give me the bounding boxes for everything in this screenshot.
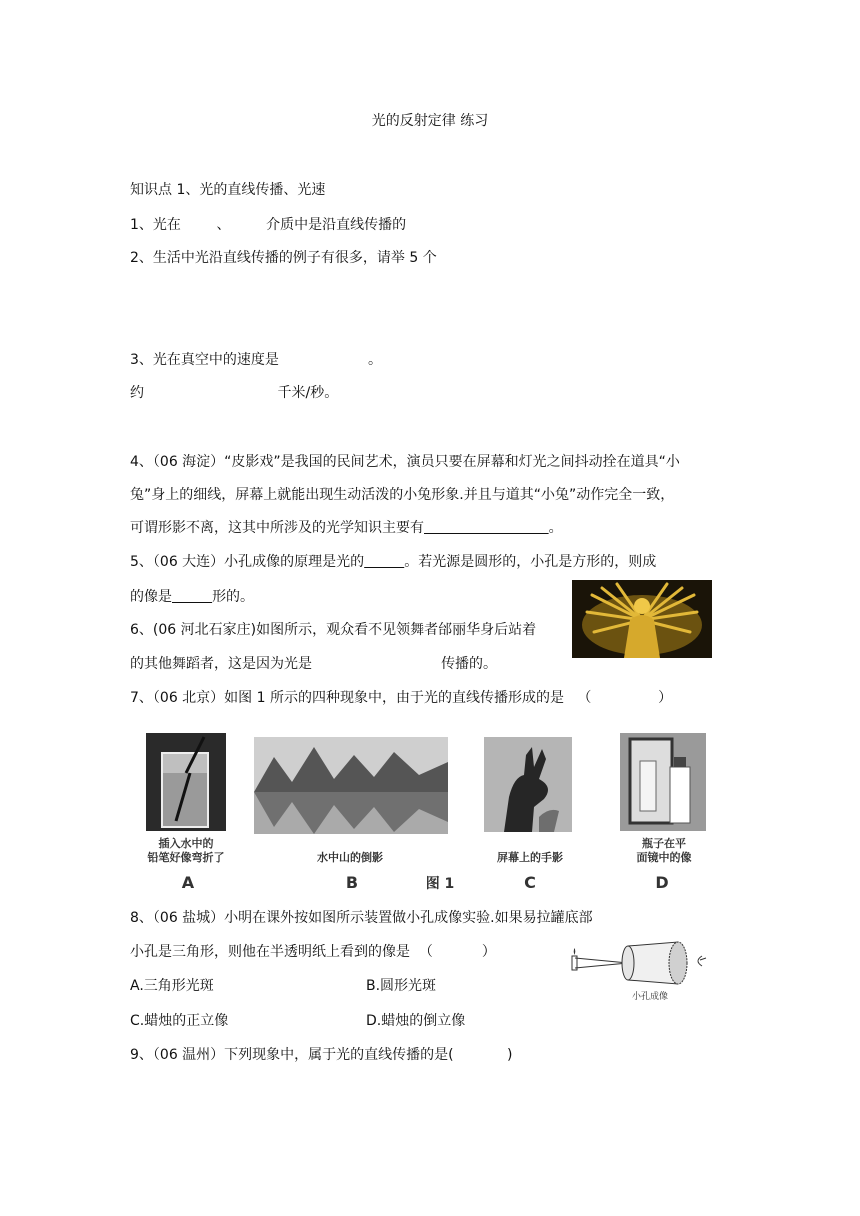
pinhole-camera-figure xyxy=(566,936,716,990)
question-8-option-c: C.蜡烛的正立像 xyxy=(130,1013,229,1029)
question-6-line1: 6、(06 河北石家庄)如图所示，观众看不见领舞者邰丽华身后站着 xyxy=(130,622,537,638)
question-8-option-d: D.蜡烛的倒立像 xyxy=(366,1013,466,1029)
question-5-line2: 的像是 形的。 xyxy=(130,589,255,605)
answer-blank xyxy=(172,589,212,605)
panel-b-caption: 水中山的倒影 xyxy=(317,851,383,864)
question-7: 7、（06 北京）如图 1 所示的四种现象中，由于光的直线传播形成的是 （ ） xyxy=(130,690,673,706)
question-3-line1: 3、光在真空中的速度是 。 xyxy=(130,352,382,368)
panel-b-letter: B xyxy=(345,873,359,892)
question-6-line2: 的其他舞蹈者，这是因为光是 传播的。 xyxy=(130,656,498,672)
question-5-line1: 5、（06 大连）小孔成像的原理是光的 。若光源是圆形的，小孔是方形的，则成 xyxy=(130,554,657,570)
section-heading: 知识点 1、光的直线传播、光速 xyxy=(130,182,326,198)
mountain-reflection-photo xyxy=(254,737,448,834)
panel-a-caption: 插入水中的 铅笔好像弯折了 xyxy=(147,837,225,864)
panel-d-letter: D xyxy=(655,873,669,892)
answer-blank xyxy=(364,554,404,570)
question-4-line1: 4、（06 海淀）“皮影戏”是我国的民间艺术，演员只要在屏幕和灯光之间抖动拴在道具“小 xyxy=(130,454,680,470)
dancer-photo xyxy=(572,580,712,658)
question-8-option-b: B.圆形光斑 xyxy=(366,978,437,994)
panel-c-letter: C xyxy=(524,873,536,892)
panel-a-letter: A xyxy=(181,873,195,892)
figure-1-label: 图 1 xyxy=(425,876,455,892)
question-2: 2、生活中光沿直线传播的例子有很多，请举 5 个 xyxy=(130,250,437,266)
answer-blank xyxy=(424,520,549,536)
panel-c-caption: 屏幕上的手影 xyxy=(497,851,563,864)
pencil-in-water-photo xyxy=(146,733,226,831)
bottle-mirror-photo xyxy=(620,733,706,831)
question-4-line2: 兔”身上的细线，屏幕上就能出现生动活泼的小兔形象.并且与道其“小兔”动作完全一致， xyxy=(130,487,675,503)
question-8-option-a: A.三角形光斑 xyxy=(130,978,214,994)
question-9: 9、（06 温州）下列现象中，属于光的直线传播的是( ) xyxy=(130,1047,513,1063)
question-1: 1、光在 、 介质中是沿直线传播的 xyxy=(130,217,407,233)
question-3-line2: 约 千米/秒。 xyxy=(130,385,339,401)
page-title: 光的反射定律 练习 xyxy=(371,113,489,129)
question-8-line2: 小孔是三角形，则他在半透明纸上看到的像是 （ ） xyxy=(130,944,496,960)
question-8-line1: 8、（06 盐城）小明在课外按如图所示装置做小孔成像实验.如果易拉罐底部 xyxy=(130,910,593,926)
hand-shadow-photo xyxy=(484,737,572,832)
question-4-line3: 可谓形影不离，这其中所涉及的光学知识主要有 。 xyxy=(130,520,563,536)
pinhole-figure-caption: 小孔成像 xyxy=(631,992,668,1002)
panel-d-caption: 瓶子在平 面镜中的像 xyxy=(636,837,692,864)
